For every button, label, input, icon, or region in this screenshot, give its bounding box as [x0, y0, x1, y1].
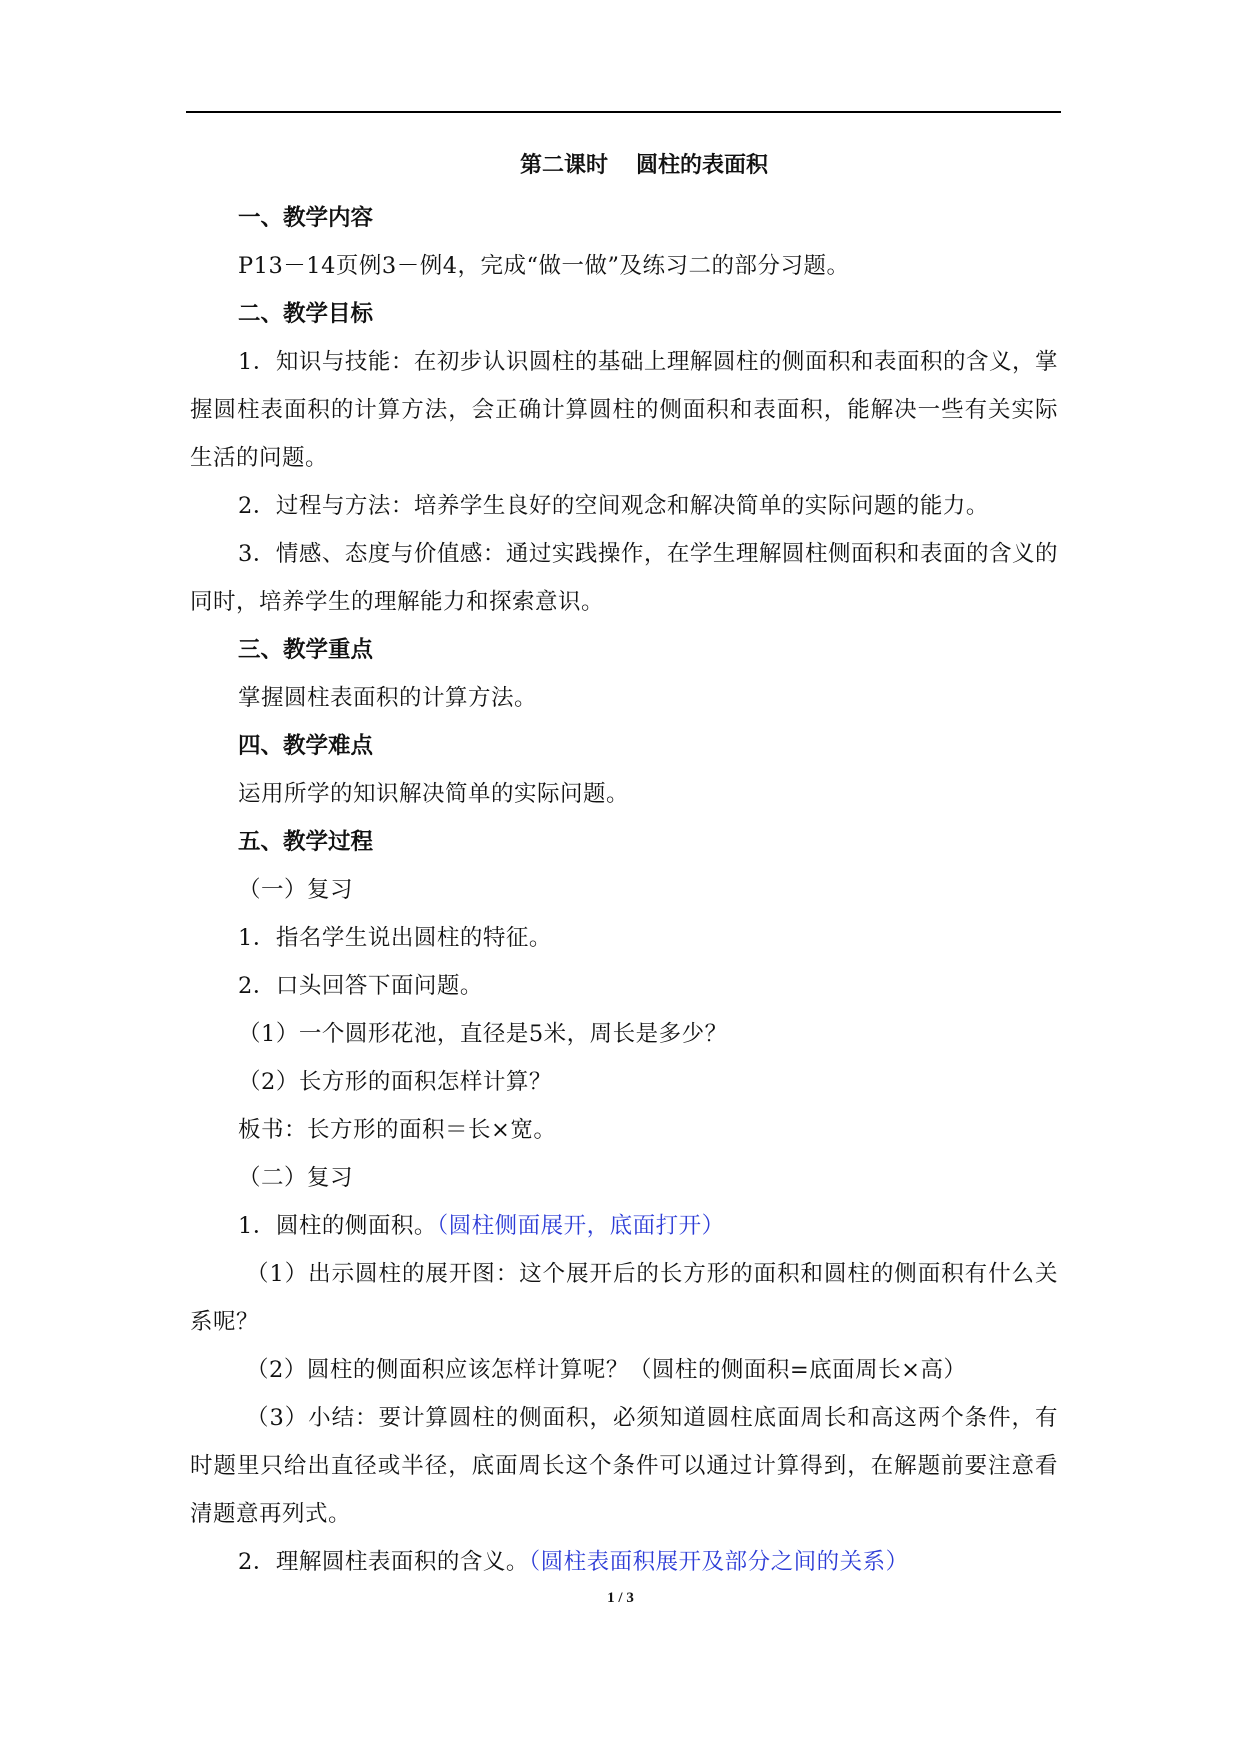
- goal-2: 2．过程与方法：培养学生良好的空间观念和解决简单的实际问题的能力。: [238, 493, 989, 519]
- title-lesson: 第二课时: [519, 153, 608, 178]
- review1-item-1: 1．指名学生说出圆柱的特征。: [238, 925, 552, 951]
- board-writing: 板书：长方形的面积＝长×宽。: [238, 1117, 557, 1143]
- review1-item-2: 2．口头回答下面问题。: [238, 973, 483, 999]
- review1-question-2: （2）长方形的面积怎样计算？: [238, 1069, 552, 1095]
- review2-paragraph-2: （2）圆柱的侧面积应该怎样计算呢？（圆柱的侧面积=底面周长×高）: [246, 1357, 967, 1383]
- document-body: [190, 146, 1058, 1586]
- difficulties-text: 运用所学的知识解决简单的实际问题。: [238, 781, 630, 807]
- section-heading-process: 五、教学过程: [238, 829, 374, 855]
- review2-item-1-note: （圆柱侧面展开，底面打开）: [436, 1213, 725, 1239]
- section-heading-difficulties: 四、教学难点: [238, 733, 374, 759]
- review2-item-2-text: 2．理解圆柱表面积的含义。: [238, 1549, 529, 1575]
- review2-item-1: [190, 1202, 1058, 1250]
- content-text: P13－14页例3－例4，完成“做一做”及练习二的部分习题。: [238, 253, 850, 279]
- goal-3: 3．情感、态度与价值感：通过实践操作，在学生理解圆柱侧面积和表面的含义的同时，培养学生的理解能力和探索意识。: [190, 541, 1058, 615]
- review1-heading: （一）复习: [238, 877, 354, 903]
- review2-item-2: [190, 1538, 1058, 1586]
- review2-paragraph-1: （1）出示圆柱的展开图：这个展开后的长方形的面积和圆柱的侧面积有什么关系呢？: [190, 1261, 1058, 1335]
- review2-paragraph-3: （3）小结：要计算圆柱的侧面积，必须知道圆柱底面周长和高这两个条件，有时题里只给出直径或半径，底面周长这个条件可以通过计算得到，在解题前要注意看清题意再列式。: [190, 1405, 1058, 1527]
- goal-1: 1．知识与技能：在初步认识圆柱的基础上理解圆柱的侧面积和表面积的含义，掌握圆柱表面积的计算方法，会正确计算圆柱的侧面积和表面积，能解决一些有关实际生活的问题。: [190, 349, 1058, 471]
- review2-heading: （二）复习: [238, 1165, 354, 1191]
- section-heading-content: 一、教学内容: [238, 205, 374, 231]
- section-heading-goals: 二、教学目标: [238, 301, 374, 327]
- title-topic: 圆柱的表面积: [636, 153, 769, 178]
- section-heading-key-points: 三、教学重点: [238, 637, 374, 663]
- page-number: 1 / 3: [607, 1590, 634, 1606]
- review2-item-2-note: （圆柱表面积展开及部分之间的关系）: [528, 1549, 909, 1575]
- review2-item-1-text: 1．圆柱的侧面积。: [238, 1213, 437, 1239]
- page-title: [190, 146, 1058, 194]
- key-points-text: 掌握圆柱表面积的计算方法。: [238, 685, 538, 711]
- review1-question-1: （1）一个圆形花池，直径是5米，周长是多少？: [238, 1021, 728, 1047]
- header-rule: [186, 111, 1061, 113]
